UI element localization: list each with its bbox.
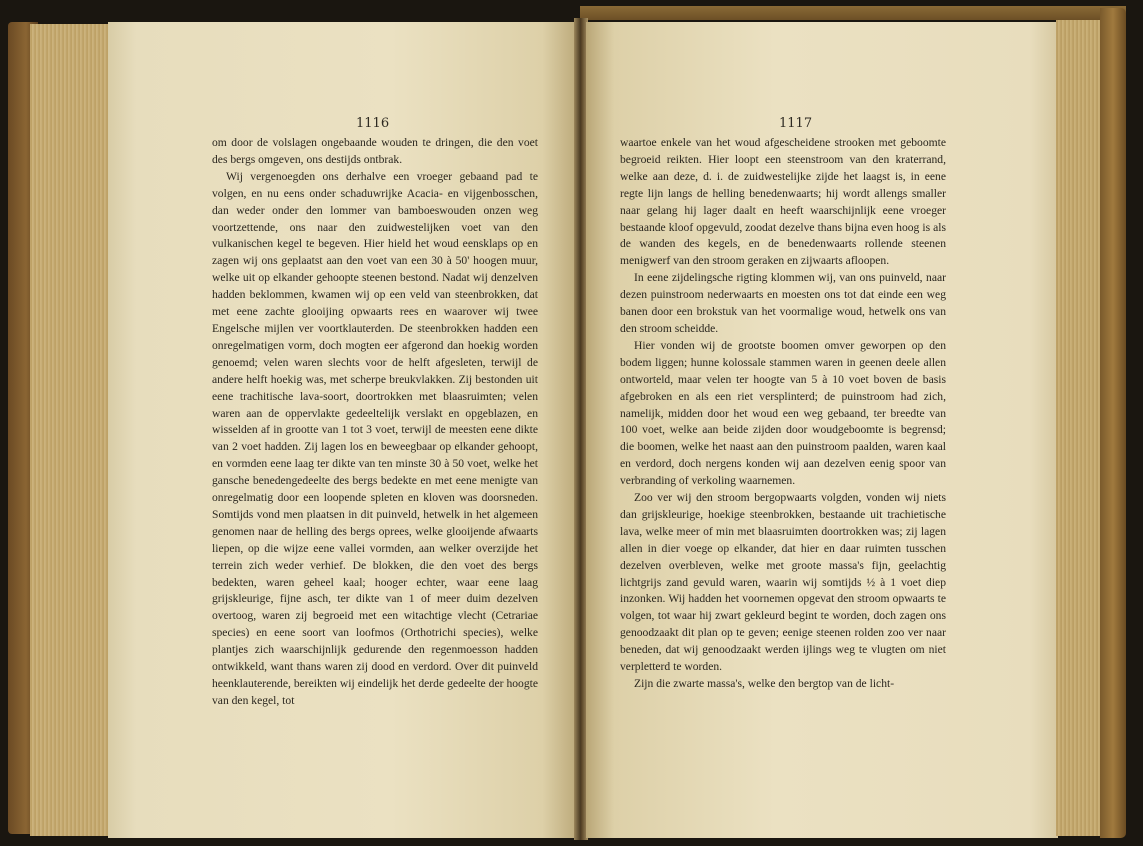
left-page-number: 1116 bbox=[356, 116, 390, 131]
right-page-text bbox=[620, 135, 946, 693]
paragraph: Wij vergenoegden ons derhalve een vroeger gebaand pad te volgen, en nu eens onder schaduwrijke Acacia- en vijgenbosschen, dan weder onder den lommer van bamboeswouden onzen weg voortzettende, ons naar den zuidwestelijken voet van den vulkanischen kegel te begeven. Hier hield het woud eensklaps op en zagen wij ons geplaatst aan den voet van een 30 à 50' hoogen muur, welke uit op elkander gehoopte steenen bestond. Nadat wij denzelven hadden beklommen, kwamen wij op een veld van steenbrokken, dat met eene zachte glooijing opwaarts rees en waarover wij twee Engelsche mijlen ver voortklauterden. De steenbrokken hadden een onregelmatigen vorm, doch mogten eer afgerond dan hoekig worden genoemd; velen waren slechts voor de helft afgesleten, terwijl de andere helft hoekig was, met scherpe breukvlakken. Zij bestonden uit eene trachitische lava-soort, doortrokken met blaasruimten; velen waren aan de oppervlakte gedeeltelijk verslakt en opgeblazen, en wisselden af in grootte van 1 tot 3 voet, terwijl de meesten eene dikte van 2 voet hadden. Zij lagen los en beweegbaar op elkander gehoopt, en vormden eene laag ter dikte van ten minste 30 à 50 voet, welke het gansche benedengedeelte des bergs bedekte en met eene menigte van onregelmatig door een loopende spleten en kloven was doorsneden. Somtijds vond men plaatsen in dit puinveld, hetwelk in het algemeen genomen naar de helling des bergs oprees, welke glooijende afwaarts liepen, op die wijze eene vallei vormden, aan welker overzijde het terrein zich weder verhief. De blokken, die den voet des bergs bedekten, waren geheel kaal; hooger echter, waar eene laag grijskleurige, fijne asch, ter dikte van 1 of meer duim dezelven overtoog, waren zij begroeid met een witachtige vlecht (Cetrariae species) en eene soort van loofmos (Orthotrichi species), welke plantjes zich waarschijnlijk gedurende den regenmoesson hadden ontwikkeld, want thans waren zij dood en verdord. Over dit puinveld heenklauterende, bereikten wij eindelijk het derde gedeelte der hoogte van den kegel, tot bbox=[212, 169, 538, 707]
right-page-number: 1117 bbox=[779, 116, 813, 131]
paragraph: waartoe enkele van het woud afgescheidene strooken met geboomte begroeid reikten. Hier loopt een steenstroom van den kraterrand, welke aan deze, d. i. de zuidwestelijke zijde het laagst is, in eene regte lijn langs de helling benedenwaarts; hij wordt allengs smaller naar gelang hij lager daalt en heeft waarschijnlijk eene vroeger bestaande kloof opgevuld, zoodat dezelve thans bijna even hoog is als de wanden des kegels, en de benedenwaarts rollende steenen menigwerf van den stroom geraken en zijwaarts afloopen. bbox=[620, 136, 946, 268]
book-cover-top bbox=[580, 6, 1126, 20]
paragraph: In eene zijdelingsche rigting klommen wij, van ons puinveld, naar dezen puinstroom nederwaarts en moesten ons tot dat einde een weg banen door een brokstuk van het voormalige woud, hetwelk ons van den stroom scheidde. bbox=[620, 271, 946, 335]
book-cover-right bbox=[1100, 8, 1126, 838]
page-edges-left bbox=[30, 24, 110, 836]
left-page-text bbox=[212, 135, 538, 710]
paragraph: Hier vonden wij de grootste boomen omver geworpen op den bodem liggen; hunne kolossale stammen waren in geenen deele allen ontworteld, maar velen ter hoogte van 5 à 10 voet boven de basis afgebroken en als een riet versplinterd; de puinstroom had zich, namelijk, midden door het woud een weg gebaand, ter breedte van 100 voet, welke aan beide zijden door woudgeboomte is begrensd; die boomen, welke het naast aan den puinstroom paalden, waren kaal en verdord, doch nergens konden wij aan dezelven eenig spoor van verbranding of verkoling waarnemen. bbox=[620, 338, 946, 488]
paragraph: Zijn die zwarte massa's, welke den bergtop van de licht- bbox=[634, 677, 895, 690]
paragraph: om door de volslagen ongebaande wouden te dringen, die den voet des bergs omgeven, ons destijds ontbrak. bbox=[212, 136, 538, 166]
paragraph: Zoo ver wij den stroom bergopwaarts volgden, vonden wij niets dan grijskleurige, hoekige steenbrokken, bestaande uit trachietische lava, welke meer of min met blaasruimten doortrokken was; zij lagen allen in dier voege op elkander, dat hier en daar ruimten tusschen dezelven overbleven, welke met groote massa's fijn, geelachtig lichtgrijs zand gevuld waren, waarin wij somtijds ½ à 1 voet diep inzonken. Wij hadden het voornemen opgevat den stroom opwaarts te volgen, tot waar hij zwart gekleurd begint te worden, doch zagen ons genoodzaakt dit plan op te geven; eenige steenen rolden zoo ver naar beneden, dat wij genoodzaakt werden ijlings weg te vlugten om niet verpletterd te worden. bbox=[620, 491, 946, 674]
